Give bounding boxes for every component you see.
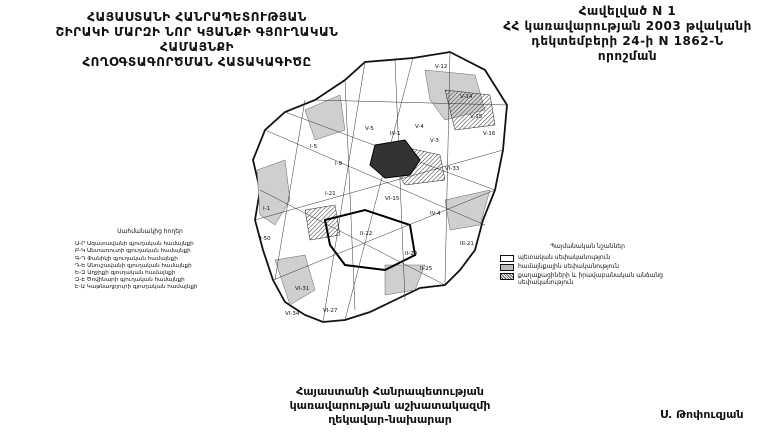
legend-label: համայնքային սեփականություն <box>518 262 619 270</box>
map-label: V-16 <box>483 131 496 137</box>
map-label: III-21 <box>460 241 474 247</box>
adjacent-lands-legend <box>75 228 225 292</box>
conventional-signs-title: Պայմանական նշաններ <box>550 243 625 250</box>
map-label: I-50 <box>260 236 271 242</box>
footer-line-3: ղեկավար-նախարար <box>328 413 452 426</box>
signatory-name: Ս. Թոփուզյան <box>660 408 744 421</box>
state-swatch-icon <box>500 255 514 262</box>
appendix-line-3: դեկտեմբերի 24-ի N 1862-Ն որոշման <box>531 34 724 63</box>
signatory-title <box>255 385 525 427</box>
legend-label: պետական սեփականություն <box>518 253 611 261</box>
community-swatch-icon <box>500 264 514 271</box>
map-label: I-5 <box>310 144 318 150</box>
legend-item: Ե-Զ Աղջիքի գյուղական համայնքի <box>75 270 176 277</box>
legend-item: Գ-Դ Փանիկի գյուղական համայնքի <box>75 255 178 262</box>
map-label: II-24 <box>405 251 418 257</box>
map-label: VI-34 <box>285 311 300 317</box>
map-label: V-4 <box>415 124 424 130</box>
map-label: VI-27 <box>323 308 338 314</box>
title-line-3: ՀՈՂՕԳՏԱԳՈՐԾՄԱՆ ՀԱՏԱԿԱԳԻԾԸ <box>82 55 312 69</box>
legend-row-state <box>500 254 675 262</box>
map-label: V-12 <box>435 64 448 70</box>
legend-row-community <box>500 263 675 271</box>
map-label: I-9 <box>335 161 343 167</box>
map-label: I-21 <box>325 191 336 197</box>
appendix-line-1: Հավելված N 1 <box>578 4 677 18</box>
legend-item: Զ-Է Ծովինարի գյուղական համայնքի <box>75 277 185 284</box>
appendix-header <box>500 4 755 64</box>
map-label: VI-31 <box>295 286 310 292</box>
footer-line-1: Հայաստանի Հանրապետության <box>296 385 484 398</box>
legend-item: Է-Ա Կաթնաղբյուրի գյուղական համայնքի <box>75 284 198 291</box>
map-label: II-22 <box>360 231 373 237</box>
appendix-line-2: ՀՀ կառավարության 2003 թվականի <box>503 19 752 33</box>
map-label: IV-4 <box>430 211 441 217</box>
legend-row-private <box>500 272 675 287</box>
map-label: V-14 <box>460 94 473 100</box>
title-line-2: ՇԻՐԱԿԻ ՄԱՐԶԻ ՆՈՐ ԿՅԱՆՔԻ ԳՅՈՒՂԱԿԱՆ ՀԱՄԱՅՆՔԻ <box>55 25 339 54</box>
footer-line-2: կառավարության աշխատակազմի <box>289 399 491 412</box>
map-label: V-3 <box>430 138 439 144</box>
title-line-1: ՀԱՅԱՍՏԱՆԻ ՀԱՆՐԱՊԵՏՈՒԹՅԱՆ <box>87 10 307 24</box>
legend-item: Բ-Կ Անտառուտի գյուղական համայնքի <box>75 248 191 255</box>
map-label: IV-1 <box>390 131 401 137</box>
private-swatch-icon <box>500 273 514 280</box>
conventional-signs-legend <box>500 243 675 288</box>
legend-label: քաղաքացիների և իրավաբանական անձանց սեփականություն <box>518 271 663 286</box>
map-label: VI-15 <box>385 196 400 202</box>
map-label: V-5 <box>365 126 374 132</box>
map-label: II-25 <box>420 266 433 272</box>
map-label: V-15 <box>470 114 483 120</box>
map-label: I-1 <box>263 206 271 212</box>
legend-item: Ա-Ր Ազատավանի գյուղական համայնքի <box>75 241 194 248</box>
map-label: VI-33 <box>445 166 460 172</box>
land-use-map <box>245 50 510 350</box>
legend-item: Դ-Ե Անուշավանի գյուղական համայնքի <box>75 262 192 269</box>
adjacent-lands-title: Սահմանակից հողեր <box>117 228 183 235</box>
